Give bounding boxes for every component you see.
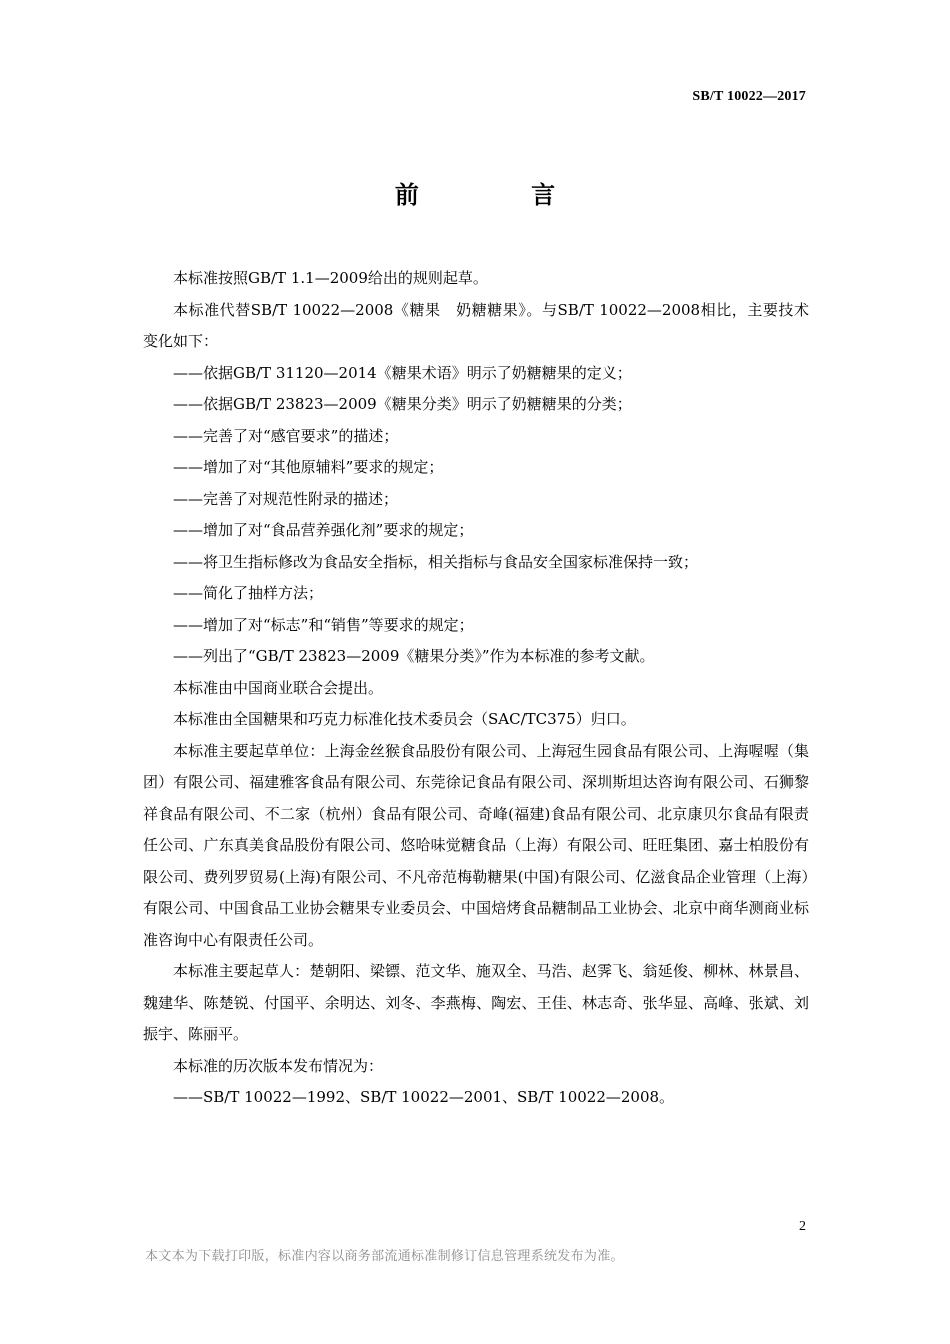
change-item: ——依据GB/T 31120—2014《糖果术语》明示了奶糖糖果的定义； xyxy=(173,363,632,382)
change-item: ——增加了对“其他原辅料”要求的规定； xyxy=(173,458,444,476)
paragraph-drafters: 本标准主要起草人：楚朝阳、梁镖、范文华、施双全、马浩、赵霁飞、翁延俊、柳林、林景昌、魏建华、陈楚锐、付国平、余明达、刘冬、李燕梅、陶宏、王佳、林志奇、张华显、高峰、张斌、刘振宇、陈丽平。 xyxy=(143,962,809,1043)
standard-code: SB/T 10022—2017 xyxy=(692,89,806,104)
change-item: ——简化了抽样方法； xyxy=(173,584,324,602)
paragraph-drafting-rules: 本标准按照GB/T 1.1—2009给出的规则起草。 xyxy=(173,269,488,287)
change-item: ——完善了对规范性附录的描述； xyxy=(173,489,399,508)
footer-note: 本文本为下载打印版，标准内容以商务部流通标准制修订信息管理系统发布为准。 xyxy=(145,1249,624,1264)
change-item: ——依据GB/T 23823—2009《糖果分类》明示了奶糖糖果的分类； xyxy=(173,395,632,413)
paragraph-proposed-by: 本标准由中国商业联合会提出。 xyxy=(173,678,384,697)
change-item: ——增加了对“标志”和“销售”等要求的规定； xyxy=(173,615,474,634)
paragraph-replaces: 本标准代替SB/T 10022—2008《糖果 奶糖糖果》。与SB/T 10022—2008相比，主要技术变化如下： xyxy=(143,300,809,350)
page-title: 前 言 xyxy=(394,181,608,209)
paragraph-history-intro: 本标准的历次版本发布情况为： xyxy=(173,1056,384,1075)
change-item: ——列出了“GB/T 23823—2009《糖果分类》”作为本标准的参考文献。 xyxy=(173,647,655,665)
paragraph-centralized-by: 本标准由全国糖果和巧克力标准化技术委员会（SAC/TC375）归口。 xyxy=(173,710,636,728)
foreword-body xyxy=(143,266,809,1114)
change-item: ——增加了对“食品营养强化剂”要求的规定； xyxy=(173,521,474,539)
change-item: ——完善了对“感官要求”的描述； xyxy=(173,426,399,445)
change-item: ——将卫生指标修改为食品安全指标，相关指标与食品安全国家标准保持一致； xyxy=(173,552,699,571)
paragraph-drafting-units: 本标准主要起草单位：上海金丝猴食品股份有限公司、上海冠生园食品有限公司、上海喔喔（集团）有限公司、福建雅客食品有限公司、东莞徐记食品有限公司、深圳斯坦达咨询有限公司、石狮黎祥食品有限公司、不二家（杭州）食品有限公司、奇峰(福建)食品有限公司、北京康贝尔食品有限责任公司、广东真美食品股份有限公司、悠哈味觉糖食品（上海）有限公司、旺旺集团、嘉士柏股份有限公司、费列罗贸易(上海)有限公司、不凡帝范梅勒糖果(中国)有限公司、亿滋食品企业管理（上海）有限公司、中国食品工业协会糖果专业委员会、中国焙烤食品糖制品工业协会、北京中商华测商业标准咨询中心有限责任公司。 xyxy=(143,741,809,949)
paragraph-history-list: ——SB/T 10022—1992、SB/T 10022—2001、SB/T 10022—2008。 xyxy=(173,1088,675,1106)
page-number: 2 xyxy=(799,1219,806,1234)
